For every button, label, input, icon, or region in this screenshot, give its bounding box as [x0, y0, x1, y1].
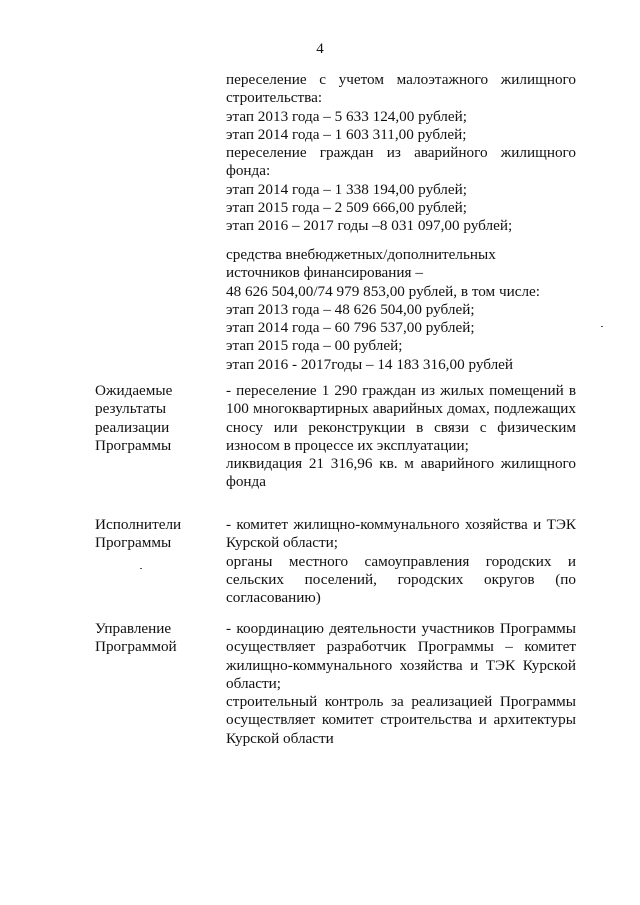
executors-text: [226, 516, 576, 607]
text-line: этап 2015 года – 00 рублей;: [226, 337, 403, 355]
label-line: Программы: [95, 436, 172, 454]
text-line: области;: [226, 674, 281, 692]
label-line: реализации: [95, 418, 170, 436]
text-line: этап 2013 года – 48 626 504,00 рублей;: [226, 300, 475, 318]
text-line: Курской области: [226, 729, 334, 747]
text-line: источников финансирования –: [226, 264, 423, 282]
text-line: согласованию): [226, 589, 321, 607]
expected-results-label: [95, 382, 215, 455]
text-line: - переселение 1 290 граждан из жилых помещений в: [226, 382, 576, 399]
text-line: - комитет жилищно-коммунального хозяйства и ТЭК: [226, 516, 576, 533]
text-line: этап 2014 года – 1 603 311,00 рублей;: [226, 125, 467, 143]
text-line: - координацию деятельности участников Программы: [226, 620, 576, 637]
text-line: строительный контроль за реализацией Программы: [226, 693, 576, 711]
text-line: ликвидация 21 316,96 кв. м аварийного жилищного: [226, 455, 576, 473]
label-line: Программой: [95, 638, 177, 656]
expected-results-text: [226, 382, 576, 492]
label-line: Управление: [95, 620, 172, 637]
text-line: осуществляет разработчик Программы – комитет: [226, 638, 576, 656]
management-label: [95, 620, 215, 657]
text-line: износом в процессе их эксплуатации;: [226, 436, 469, 454]
scan-speck: [601, 326, 603, 327]
text-line: этап 2014 года – 1 338 194,00 рублей;: [226, 180, 467, 198]
text-line: этап 2015 года – 2 509 666,00 рублей;: [226, 199, 467, 217]
text-line: этап 2014 года – 60 796 537,00 рублей;: [226, 319, 475, 337]
label-line: Исполнители: [95, 516, 182, 533]
text-line: этап 2013 года – 5 633 124,00 рублей;: [226, 107, 467, 125]
scan-speck: [140, 568, 142, 569]
text-line: фонда:: [226, 162, 271, 180]
text-line: осуществляет комитет строительства и архитектуры: [226, 711, 576, 729]
page-number: 4: [316, 41, 324, 57]
executors-label: [95, 516, 215, 553]
text-line: сносу или реконструкции в связи с физическим: [226, 418, 576, 436]
text-line: строительства:: [226, 89, 323, 107]
text-line: жилищно-коммунального хозяйства и ТЭК Курской: [226, 656, 576, 674]
text-line: фонда: [226, 473, 267, 491]
text-line: 100 многоквартирных аварийных домах, подлежащих: [226, 400, 576, 418]
text-line: этап 2016 - 2017годы – 14 183 316,00 рублей: [226, 355, 514, 373]
text-line: органы местного самоуправления городских и: [226, 552, 576, 570]
extra-sources-text: [226, 246, 576, 374]
text-line: этап 2016 – 2017 годы –8 031 097,00 рублей;: [226, 217, 513, 235]
text-line: средства внебюджетных/дополнительных: [226, 246, 496, 263]
label-line: результаты: [95, 400, 167, 418]
text-line: переселение с учетом малоэтажного жилищного: [226, 71, 576, 88]
funding-text: [226, 71, 576, 236]
text-line: сельских поселений, городских округов (по: [226, 570, 576, 588]
text-line: 48 626 504,00/74 979 853,00 рублей, в том числе:: [226, 282, 541, 300]
text-line: переселение граждан из аварийного жилищного: [226, 144, 576, 162]
label-line: Программы: [95, 534, 172, 552]
label-line: Ожидаемые: [95, 382, 173, 399]
management-text: [226, 620, 576, 748]
text-line: Курской области;: [226, 534, 339, 552]
